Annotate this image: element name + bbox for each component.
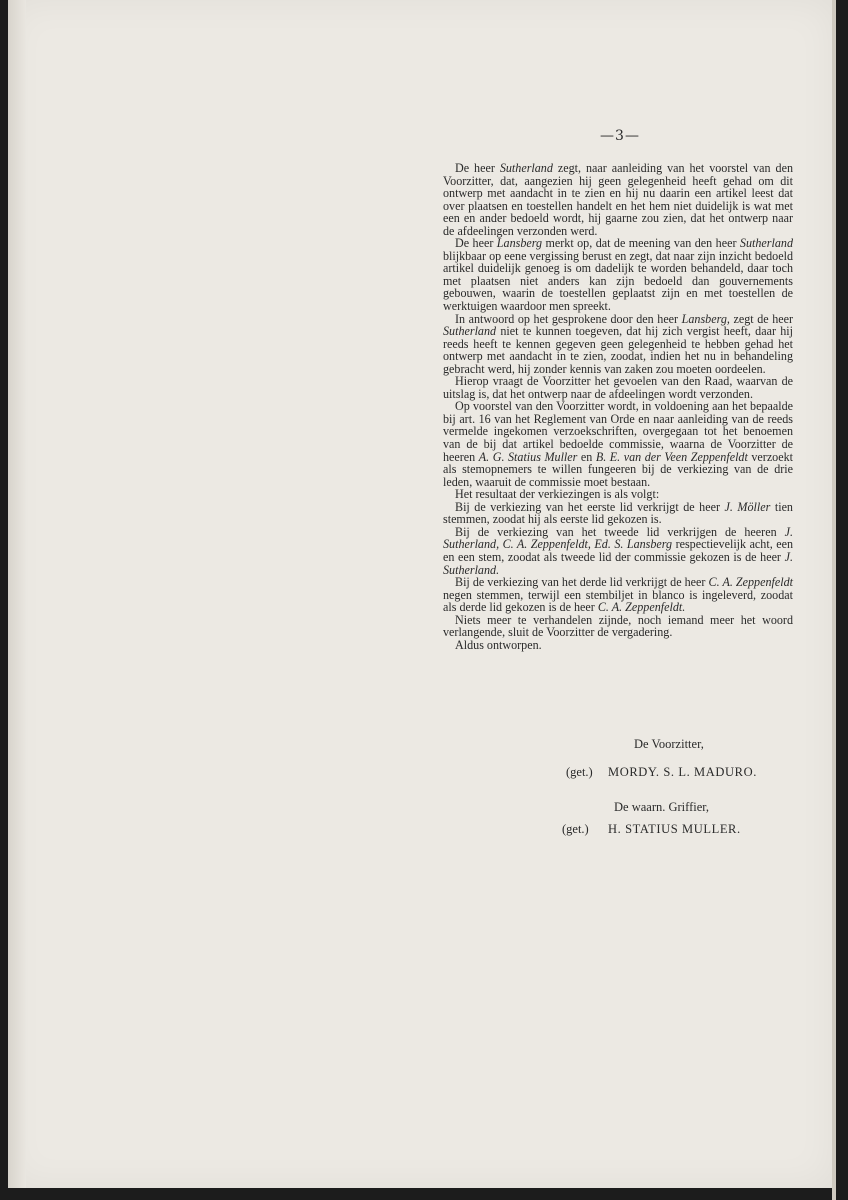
text-column xyxy=(443,162,793,651)
italic-name: A. G. Statius Muller xyxy=(478,449,578,464)
text-run: De heer xyxy=(455,236,497,251)
text-run: Bij de verkiezing van het tweede lid verkrijgen de heeren xyxy=(455,524,785,539)
italic-name: B. E. van der Veen Zeppenfeldt xyxy=(595,449,748,464)
paragraph xyxy=(443,526,793,576)
text-run: negen stemmen, terwijl een stembiljet in blanco is ingeleverd, zoodat als derde lid gekozen is de heer xyxy=(443,587,793,615)
text-run: verzoekt als stemopnemers te willen fungeeren bij de verkiezing van de drie leden, waaruit de commissie moet bestaan. xyxy=(443,449,794,489)
clerk-prefix: (get.) xyxy=(562,822,589,836)
text-run: Hierop vraagt de Voorzitter het gevoelen van den Raad, waarvan de uitslag is, dat het ontwerp naar de afdeelingen wordt verzonden. xyxy=(443,374,793,401)
text-run: Bij de verkiezing van het eerste lid verkrijgt de heer xyxy=(455,499,725,514)
italic-name: Lansberg, xyxy=(681,311,730,326)
italic-name: J. Sutherland, C. A. Zeppenfeldt, Ed. S. Lansberg xyxy=(443,524,793,552)
italic-name: Sutherland xyxy=(739,236,793,251)
paragraph xyxy=(443,576,793,614)
text-run: merkt op, dat de meening van den heer xyxy=(542,236,740,251)
clerk-name: H. STATIUS MULLER. xyxy=(608,822,741,836)
text-run: Het resultaat der verkiezingen is als volgt: xyxy=(455,487,660,502)
text-run: blijkbaar op eene vergissing berust en zegt, dat naar zijn inzicht bedoeld artikel duidelijk genoeg is om dadelijk te worden behandeld, daar toch met plaatsen niet anders kan zijn bedoeld dan gouvernements gebouwen, waarin de toestellen geplaatst zijn en met toestellen de werktuigen waardoor men spreekt. xyxy=(443,248,793,314)
text-run: De heer xyxy=(455,161,500,175)
page-right-edge xyxy=(832,0,836,1200)
paragraph xyxy=(443,501,793,526)
italic-name: C. A. Zeppenfeldt. xyxy=(597,600,686,615)
page-number: —3— xyxy=(600,128,640,144)
paragraph xyxy=(443,614,793,639)
paragraph xyxy=(443,375,793,400)
italic-name: J. Möller xyxy=(724,499,771,514)
italic-name: C. A. Zeppenfeldt xyxy=(708,575,794,590)
text-run: zegt de heer xyxy=(729,311,793,326)
italic-name: Lansberg xyxy=(496,236,543,251)
text-run: en xyxy=(577,449,596,464)
text-run: Aldus ontworpen. xyxy=(455,637,542,652)
italic-name: Sutherland xyxy=(499,161,553,175)
clerk-title: De waarn. Griffier, xyxy=(614,800,710,814)
chair-prefix: (get.) xyxy=(566,765,593,779)
italic-name: Sutherland xyxy=(443,324,497,339)
paragraph xyxy=(443,162,793,237)
paragraph xyxy=(443,313,793,376)
italic-name: J. Sutherland. xyxy=(443,549,793,577)
text-run: Niets meer te verhandelen zijnde, noch iemand meer het woord verlangende, sluit de Voorzitter de vergadering. xyxy=(443,612,793,640)
paragraph xyxy=(443,237,793,312)
text-run: niet te kunnen toegeven, dat hij zich vergist heeft, daar hij reeds heeft te kennen gegeven geen gelegenheid te hebben gehad het ontwerp met aandacht in te zien, zoodat, indien het nu in behandeling gebracht werd, hij zonder kennis van zaken zou moeten oordeelen. xyxy=(443,324,793,376)
chair-name: MORDY. S. L. MADURO. xyxy=(608,765,757,779)
text-run: In antwoord op het gesprokene door den heer xyxy=(455,311,682,326)
text-run: respectievelijk acht, een en een stem, zoodat als tweede lid der commissie gekozen is de heer xyxy=(443,537,793,564)
paragraph xyxy=(443,639,793,652)
chair-title: De Voorzitter, xyxy=(634,737,704,751)
text-run: zegt, naar aanleiding van het voorstel van den Voorzitter, dat, aangezien hij geen gelegenheid heeft gehad om dit ontwerp met aandacht in te zien en hij nu daarin een artikel leest dat over plaatsen en toestellen handelt en het hem niet duidelijk is wat met een en ander bedoeld wordt, hij gaarne zou zien, dat het ontwerp naar de afdeelingen verzonden werd. xyxy=(443,161,793,238)
text-run: tien stemmen, zoodat hij als eerste lid gekozen is. xyxy=(443,499,793,527)
text-run: Bij de verkiezing van het derde lid verkrijgt de heer xyxy=(455,575,709,590)
text-run: Op voorstel van den Voorzitter wordt, in voldoening aan het bepaalde bij art. 16 van het Reglement van Orde en naar aanleiding van de reeds vermelde ingekomen verzoekschriften, overgegaan tot het benoemen van de bij dat artikel bedoelde commissie, waarna de Voorzitter de heeren xyxy=(443,399,793,464)
page-binding-edge xyxy=(8,0,26,1188)
paragraph xyxy=(443,400,793,488)
